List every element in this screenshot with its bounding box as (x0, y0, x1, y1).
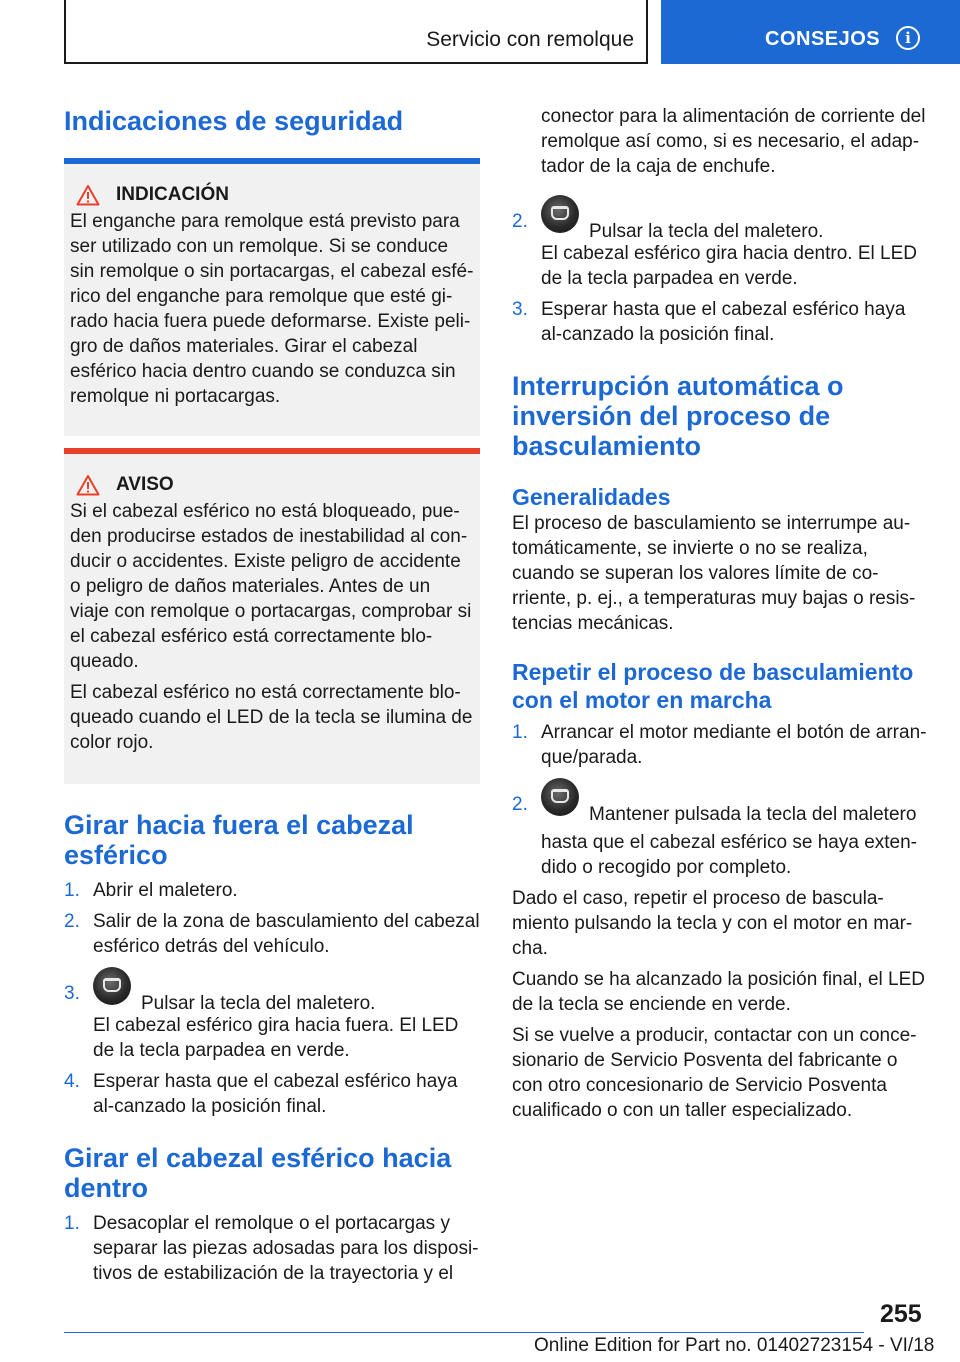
heading-interruption: Interrupción automática o inversión del proceso de basculamiento (512, 371, 844, 461)
warning-text-1: Si el cabezal esférico no está bloqueado, pue-den producirse estados de inestabilidad al con-ducir o accidentes. Existe peligro de accidente o peligro de daños materiales. Antes de un viaje con remolque o portacargas, comprobar si el cabezal esférico está correctamente blo-queado. (70, 501, 472, 672)
page-number: 255 (880, 1300, 922, 1328)
paragraph-contact: Si se vuelve a producir, contactar con un conce-sionario de Servicio Posventa del fabricante o con otro concesionario de Servicio Posventa cualificado o con un taller especializado. (512, 1025, 917, 1121)
section-title: Servicio con remolque (426, 28, 634, 51)
left-column (64, 96, 480, 1286)
note-label (70, 182, 474, 207)
right-column (512, 96, 928, 1123)
list-item: 2. Mantener pulsada la tecla del maletero hasta que el cabezal esférico se haya exten-dido o recogido por completo. (512, 792, 928, 880)
footer-divider (64, 1332, 864, 1333)
warning-box (64, 448, 480, 784)
warning-label (70, 472, 474, 497)
list-item: 3. Esperar hasta que el cabezal esférico haya al-canzado la posición final. (512, 299, 906, 345)
header-tab-consejos[interactable] (661, 0, 960, 64)
list-item: 3. Pulsar la tecla del maletero. El cabezal esférico gira hacia fuera. El LED de la tecla parpadea en verde. (64, 981, 480, 1063)
warning-label-text: AVISO (116, 474, 174, 495)
repeat-steps (512, 720, 928, 880)
list-item: 4. Esperar hasta que el cabezal esférico haya al-canzado la posición final. (64, 1071, 458, 1117)
step-continuation: conector para la alimentación de corriente del remolque así como, si es necesario, el adap-tador de la caja de enchufe. (541, 106, 926, 177)
trunk-key-icon (541, 195, 579, 233)
note-label-text: INDICACIÓN (116, 184, 229, 205)
paragraph-repeat: Dado el caso, repetir el proceso de bascula-miento pulsando la tecla y con el motor en mar-cha. (512, 888, 913, 959)
list-item: 2. Pulsar la tecla del maletero. El cabezal esférico gira hacia dentro. El LED de la tecla parpadea en verde. (512, 209, 928, 291)
warning-text-2: El cabezal esférico no está correctamente blo-queado cuando el LED de la tecla se ilumina de color rojo. (70, 682, 473, 753)
note-text: El enganche para remolque está previsto para ser utilizado con un remolque. Si se conduce sin remolque o sin portacargas, el cabezal esfé-rico del enganche para remolque que esté gi-rado hacia fuera puede deformarse. Existe peli-gro de daños materiales. Girar el cabezal esférico hacia dentro cuando se conduzca sin remolque ni portacargas. (70, 211, 474, 407)
heading-repeat: Repetir el proceso de basculamiento con el motor en marcha (512, 659, 914, 713)
swing-in-steps (64, 1211, 480, 1286)
trunk-key-icon (93, 967, 131, 1005)
trunk-key-icon (541, 778, 579, 816)
warning-triangle-icon (76, 474, 100, 496)
heading-swing-in: Girar el cabezal esférico hacia dentro (64, 1143, 452, 1203)
info-icon[interactable]: i (896, 26, 920, 50)
heading-safety: Indicaciones de seguridad (64, 106, 404, 136)
list-item: 1. Desacoplar el remolque o el portacargas y separar las piezas adosadas para los disposi-tivos de estabilización de la trayectoria y el (64, 1213, 479, 1284)
header-section-bar (64, 0, 648, 64)
list-item: 1. Arrancar el motor mediante el botón de arran-que/parada. (512, 722, 927, 768)
list-item: 2. Salir de la zona de basculamiento del cabezal esférico detrás del vehículo. (64, 911, 480, 957)
tab-label: CONSEJOS (765, 28, 881, 50)
heading-swing-out: Girar hacia fuera el cabezal esférico (64, 810, 414, 870)
warning-triangle-icon (76, 184, 100, 206)
paragraph-led: Cuando se ha alcanzado la posición final, el LED de la tecla se enciende en verde. (512, 969, 925, 1015)
list-item: 1. Abrir el maletero. (64, 880, 238, 901)
general-text: El proceso de basculamiento se interrumpe au-tomáticamente, se invierte o no se realiza, cuando se superan los valores límite de co-rriente, p. ej., a temperaturas muy bajas o resis-tencias mecánicas. (512, 513, 916, 634)
note-box (64, 158, 480, 436)
swing-in-steps-cont (512, 209, 928, 347)
heading-general: Generalidades (512, 484, 671, 510)
footer-edition: Online Edition for Part no. 01402723154 - VI/18 (534, 1335, 935, 1356)
swing-out-steps (64, 878, 480, 1119)
